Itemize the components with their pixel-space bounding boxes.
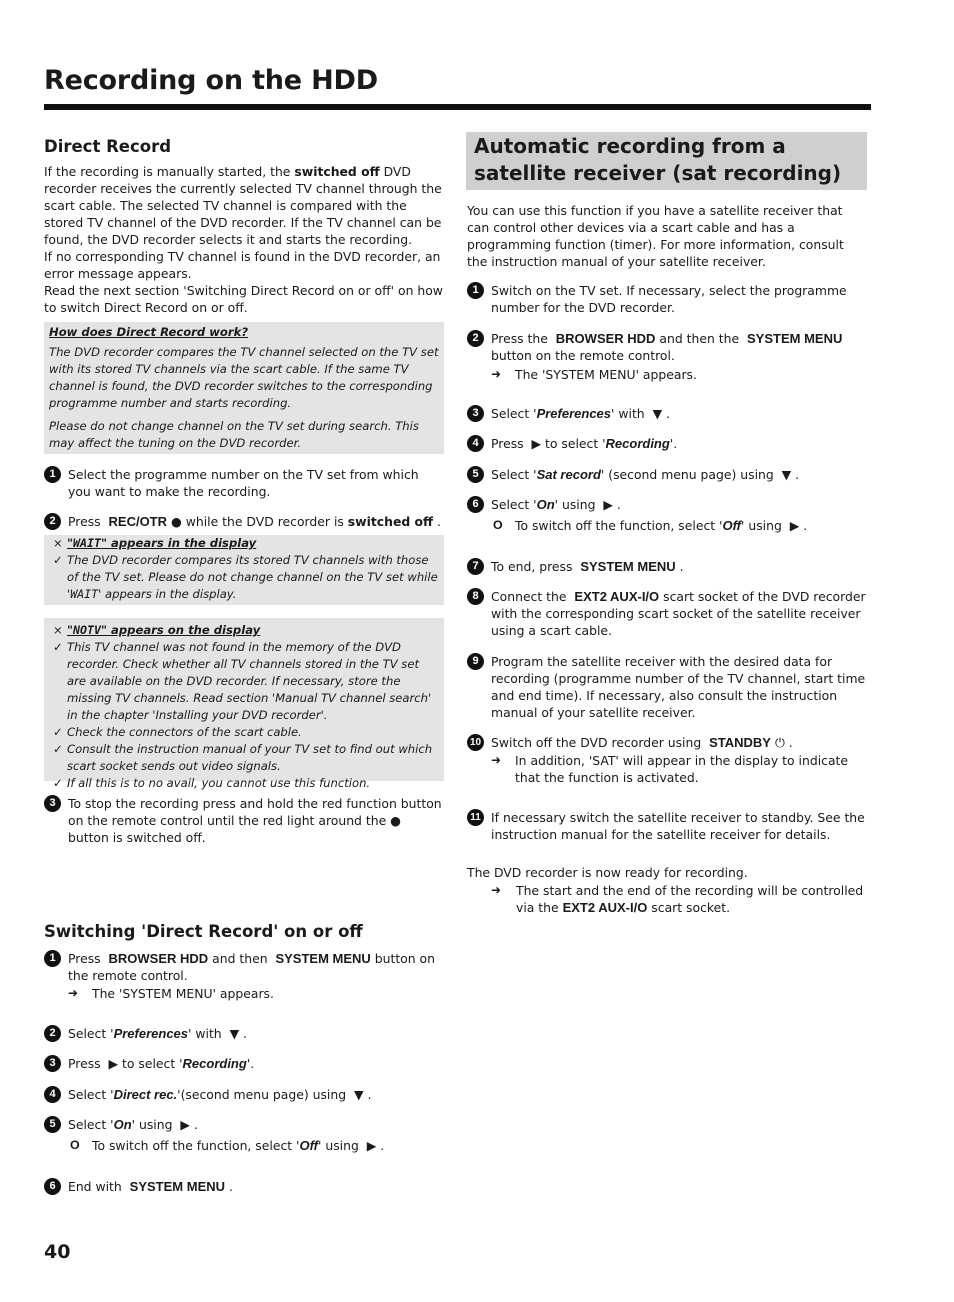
step-number-badge: 2 <box>44 513 61 530</box>
check-icon: ✓ <box>53 776 63 790</box>
sat-step-4 <box>467 435 867 452</box>
right-arrow-icon: ▶ <box>108 1056 119 1071</box>
option-bullet-icon: O <box>70 1138 80 1152</box>
option-bullet-icon: O <box>493 518 503 532</box>
right-arrow-icon: ▶ <box>366 1138 377 1153</box>
step-text: Select 'Preferences' with ▼ . <box>491 406 670 421</box>
lcd-wait-code: WAIT <box>73 536 101 550</box>
right-arrow-icon: ▶ <box>603 497 613 512</box>
step-result: ➜ The 'SYSTEM MENU' appears. <box>491 367 697 382</box>
step-number-badge: 5 <box>467 466 484 483</box>
page-title: Recording on the HDD <box>44 65 378 96</box>
switching-step-4 <box>44 1086 444 1103</box>
step-text: Switch on the TV set. If necessary, select the programme number for the DVD recorder. <box>491 283 847 315</box>
step-text: Select 'Preferences' with ▼ . <box>68 1026 247 1041</box>
step-number-badge: 7 <box>467 558 484 575</box>
step-result: ➜ The 'SYSTEM MENU' appears. <box>68 986 274 1001</box>
sat-step-8 <box>467 588 867 639</box>
intro-paragraph-3: Read the next section 'Switching Direct Record on or off' on how to switch Direct Record on or off. <box>44 283 443 315</box>
step-number-badge: 8 <box>467 588 484 605</box>
step-text: Press BROWSER HDD and then SYSTEM MENU button on the remote control. <box>68 951 435 983</box>
switching-step-5 <box>44 1116 444 1154</box>
step-number-badge: 2 <box>44 1025 61 1042</box>
step-number-badge: 9 <box>467 653 484 670</box>
sat-step-6 <box>467 496 867 534</box>
right-arrow-icon: ▶ <box>531 436 542 451</box>
wait-title: × "WAIT" appears in the display <box>53 536 257 550</box>
step-number-badge: 11 <box>467 809 484 826</box>
step-number-badge: 4 <box>44 1086 61 1103</box>
sat-step-10 <box>467 734 867 786</box>
step-number-badge: 6 <box>44 1178 61 1195</box>
power-icon: ⏻ <box>774 735 785 750</box>
step-sub-option: O To switch off the function, select 'Off' using ▶ . <box>493 518 808 533</box>
step-text: Select 'On' using ▶ . <box>491 497 621 512</box>
sat-step-1 <box>467 282 867 316</box>
wait-troubleshoot-box <box>44 535 444 605</box>
cross-icon: × <box>53 623 63 637</box>
step-text: Press ▶ to select 'Recording'. <box>491 436 678 451</box>
sat-step-9 <box>467 653 867 721</box>
check-icon: ✓ <box>53 725 63 739</box>
lcd-notv-code: NOTV <box>73 623 101 637</box>
check-icon: ✓ <box>53 742 63 756</box>
step-text: Select 'Direct rec.'(second menu page) using ▼ . <box>68 1087 372 1102</box>
step-number-badge: 1 <box>44 950 61 967</box>
switching-step-6 <box>44 1178 444 1195</box>
step-number-badge: 3 <box>44 1055 61 1072</box>
arrow-icon: ➜ <box>491 367 502 381</box>
direct-record-step-2 <box>44 513 444 530</box>
step-text: Press REC/OTR ● while the DVD recorder is switched off . <box>68 514 441 529</box>
step-text: Connect the EXT2 AUX-I/O scart socket of the DVD recorder with the corresponding scart socket of the satellite receiver using a scart cable. <box>491 589 866 638</box>
step-text: To end, press SYSTEM MENU . <box>491 559 684 574</box>
arrow-icon: ➜ <box>491 883 502 897</box>
step-number-badge: 3 <box>467 405 484 422</box>
info-box <box>44 322 444 454</box>
info-box-text-2: Please do not change channel on the TV set during search. This may affect the tuning on the DVD recorder. <box>49 419 419 450</box>
final-result: ➜ The start and the end of the recording will be controlled via the EXT2 AUX-I/O scart socket. <box>491 883 864 915</box>
switching-step-1 <box>44 950 444 1002</box>
rec-otr-key: REC/OTR <box>108 514 168 529</box>
sat-heading: Automatic recording from a satellite receiver (sat recording) <box>474 134 842 185</box>
down-arrow-icon: ▼ <box>229 1026 240 1041</box>
title-rule <box>44 104 871 110</box>
notv-title: × "NOTV" appears on the display <box>53 623 261 637</box>
sat-step-3 <box>467 405 867 422</box>
down-arrow-icon: ▼ <box>781 467 792 482</box>
arrow-icon: ➜ <box>491 753 502 767</box>
check-icon: ✓ <box>53 640 63 654</box>
direct-record-intro <box>44 163 444 316</box>
step-text: Select the programme number on the TV set from which you want to make the recording. <box>68 467 419 499</box>
step-number-badge: 3 <box>44 795 61 812</box>
wait-item: ✓ The DVD recorder compares its stored TV channels with those of the TV set. Please do not change channel on the TV set while 'WAIT' appears in the display. <box>53 553 438 601</box>
notv-item: ✓ Check the connectors of the scart cable. <box>53 725 302 739</box>
info-box-text-1: The DVD recorder compares the TV channel selected on the TV set with its stored TV channels via the scart cable. If the same TV channel is found, the DVD recorder switches to the corresponding programme number and starts recording. <box>49 345 439 410</box>
direct-record-step-3 <box>44 795 444 846</box>
record-dot-icon: ● <box>170 514 182 529</box>
sat-step-5 <box>467 466 867 483</box>
step-number-badge: 4 <box>467 435 484 452</box>
page-number: 40 <box>44 1241 71 1263</box>
final-text: The DVD recorder is now ready for recording. <box>467 865 748 880</box>
direct-record-step-1 <box>44 466 444 500</box>
intro-paragraph-1: If the recording is manually started, the switched off DVD recorder receives the currently selected TV channel through the scart cable. The selected TV channel is compared with the stored TV channel of the DVD recorder. If the TV channel can be found, the DVD recorder selects it and starts the recording. <box>44 164 442 247</box>
check-icon: ✓ <box>53 553 63 567</box>
step-number-badge: 10 <box>467 734 484 751</box>
direct-record-heading: Direct Record <box>44 137 172 156</box>
sat-step-2 <box>467 330 867 383</box>
step-text: To stop the recording press and hold the red function button on the remote control until the red light around the ● button is switched off. <box>68 796 442 845</box>
intro-paragraph-2: If no corresponding TV channel is found in the DVD recorder, an error message appears. <box>44 249 441 281</box>
step-text: Program the satellite receiver with the desired data for recording (programme number of the TV channel, start time and end time). If necessary, also consult the instruction manual of your satellite receiver. <box>491 654 866 720</box>
step-text: Select 'On' using ▶ . <box>68 1117 198 1132</box>
cross-icon: × <box>53 536 63 550</box>
step-number-badge: 6 <box>467 496 484 513</box>
step-number-badge: 1 <box>467 282 484 299</box>
step-text: Press the BROWSER HDD and then the SYSTEM MENU button on the remote control. <box>491 331 843 363</box>
step-number-badge: 5 <box>44 1116 61 1133</box>
sat-step-7 <box>467 558 867 575</box>
step-text: Select 'Sat record' (second menu page) using ▼ . <box>491 467 800 482</box>
notv-troubleshoot-box <box>44 618 444 790</box>
step-number-badge: 1 <box>44 466 61 483</box>
step-text: If necessary switch the satellite receiver to standby. See the instruction manual for the satellite receiver for details. <box>491 810 865 842</box>
step-number-badge: 2 <box>467 330 484 347</box>
info-box-title: How does Direct Record work? <box>49 325 249 339</box>
down-arrow-icon: ▼ <box>652 406 663 421</box>
switching-step-2 <box>44 1025 444 1042</box>
sat-final-note <box>467 864 867 916</box>
notv-item: ✓ This TV channel was not found in the memory of the DVD recorder. Check whether all TV channels stored in the TV set are available on the DVD recorder. If necessary, store the missing TV channels. Read section 'Manual TV channel search' in the chapter 'Installing your DVD recorder'. <box>53 640 432 722</box>
switching-heading: Switching 'Direct Record' on or off <box>44 922 363 941</box>
notv-item: ✓ Consult the instruction manual of your TV set to find out which scart socket sends out video signals. <box>53 742 433 773</box>
down-arrow-icon: ▼ <box>353 1087 364 1102</box>
sat-step-11 <box>467 809 867 843</box>
arrow-icon: ➜ <box>68 986 79 1000</box>
record-dot-icon: ● <box>390 813 401 828</box>
step-text: Press ▶ to select 'Recording'. <box>68 1056 255 1071</box>
right-arrow-icon: ▶ <box>789 518 800 533</box>
step-text: Switch off the DVD recorder using STANDBY ⏻ . <box>491 735 793 750</box>
step-sub-option: O To switch off the function, select 'Off' using ▶ . <box>70 1138 385 1153</box>
right-arrow-icon: ▶ <box>180 1117 190 1132</box>
sat-intro: You can use this function if you have a satellite receiver that can control other devices via a scart cable and has a programming function (timer). For more information, consult the instruction manual of your satellite receiver. <box>467 203 844 269</box>
switching-step-3 <box>44 1055 444 1072</box>
step-result: ➜ In addition, 'SAT' will appear in the display to indicate that the function is activated. <box>491 753 849 785</box>
notv-item: ✓ If all this is to no avail, you cannot use this function. <box>53 776 371 790</box>
step-text: End with SYSTEM MENU . <box>68 1179 233 1194</box>
